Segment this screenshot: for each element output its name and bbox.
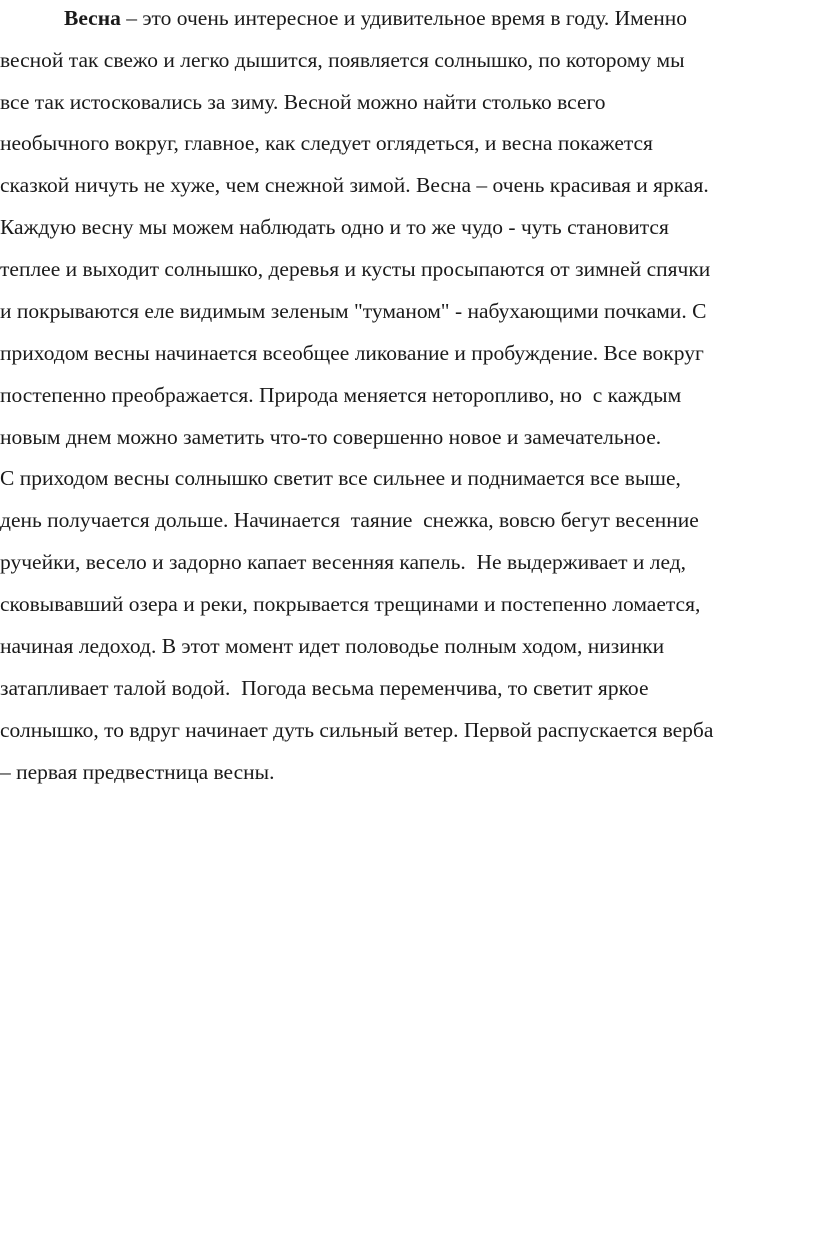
text-line-8: и покрываются еле видимым зеленым "туманом" - набухающими почками. С [0,299,707,323]
text-line-11: новым днем можно заметить что-то совершенно новое и замечательное. [0,425,662,449]
text-line-17: затапливает талой водой. Погода весьма переменчива, то светит яркое [0,676,649,700]
text-line-19: – первая предвестница весны. [0,760,275,784]
text-line-2: весной так свежо и легко дышится, появляется солнышко, по которому мы [0,48,685,72]
text-line-10: постепенно преображается. Природа меняется неторопливо, но с каждым [0,383,682,407]
text-line-13: день получается дольше. Начинается таяние снежка, вовсю бегут весенние [0,508,699,532]
text-line-18: солнышко, то вдруг начинает дуть сильный ветер. Первой распускается верба [0,718,714,742]
text-line-14: ручейки, весело и задорно капает весенняя капель. Не выдерживает и лед, [0,550,687,574]
text-line-1 [64,3,687,33]
text-line-15: сковывавший озера и реки, покрывается трещинами и постепенно ломается, [0,592,701,616]
text-line-12: С приходом весны солнышко светит все сильнее и поднимается все выше, [0,466,681,490]
lead-word: Весна [64,6,121,30]
text-line-16: начиная ледоход. В этот момент идет половодье полным ходом, низинки [0,634,665,658]
text-line-5: сказкой ничуть не хуже, чем снежной зимой. Весна – очень красивая и яркая. [0,173,709,197]
text-line-3: все так истосковались за зиму. Весной можно найти столько всего [0,90,606,114]
text-line-9: приходом весны начинается всеобщее ликование и пробуждение. Все вокруг [0,341,704,365]
text-line-6: Каждую весну мы можем наблюдать одно и то же чудо - чуть становится [0,215,669,239]
text-line-1-rest: – это очень интересное и удивительное время в году. Именно [120,6,688,30]
text-line-4: необычного вокруг, главное, как следует оглядеться, и весна покажется [0,131,653,155]
text-line-7: теплее и выходит солнышко, деревья и кусты просыпаются от зимней спячки [0,257,711,281]
